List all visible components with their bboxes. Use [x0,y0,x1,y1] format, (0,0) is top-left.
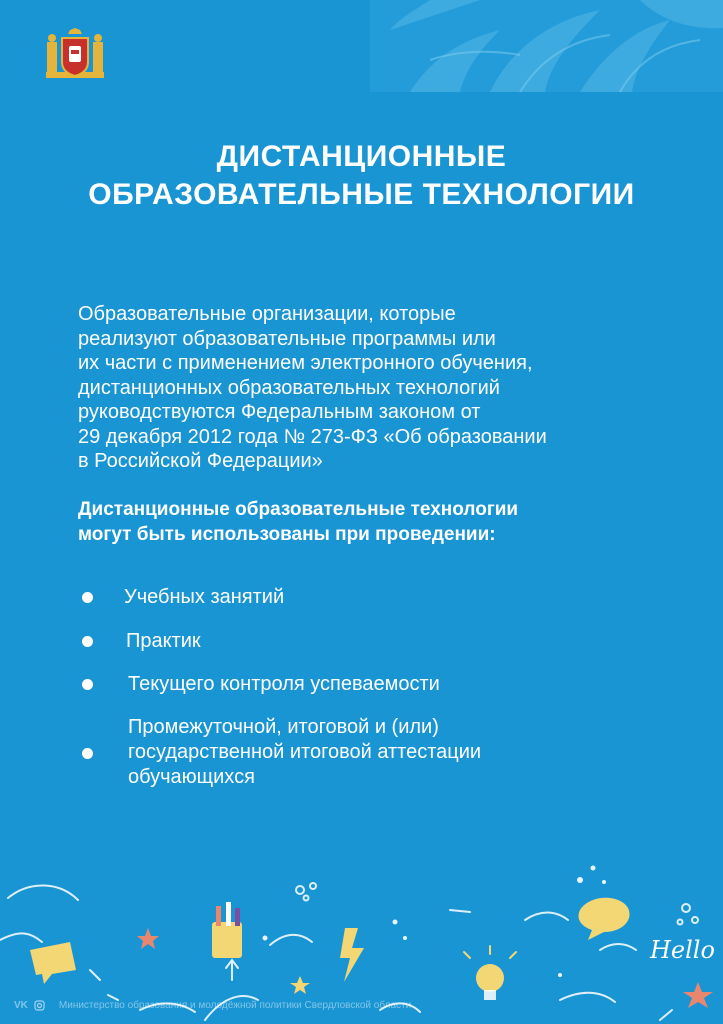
intro-line: 29 декабря 2012 года № 273-ФЗ «Об образовании [78,425,547,448]
bullet-dot [82,592,93,603]
intro-line: реализуют образовательные программы или [78,327,496,350]
footer-ministry-text: Министерство образования и молодёжной политики Свердловской области [58,999,412,1011]
intro-line: руководствуются Федеральным законом от [78,401,481,423]
list-item: Текущего контроля успеваемости [128,673,440,695]
page-title [0,138,723,214]
coat-of-arms-icon [44,28,106,80]
list-item: обучающихся [128,766,255,788]
lead-line: могут быть использованы при проведении: [78,524,496,545]
hello-doodle [650,936,715,964]
intro-line: их части с применением электронного обучения, [78,352,533,374]
hello-text: Hello [650,936,715,964]
intro-paragraph [78,302,658,474]
title-line-1: ДИСТАНЦИОННЫЕ [216,140,507,173]
vk-icon[interactable]: VK [14,999,28,1011]
intro-line: Образовательные организации, которые [78,303,456,325]
intro-line: дистанционных образовательных технологий [78,376,500,399]
list-item: государственной итоговой аттестации [128,741,482,763]
bullet-dot [82,636,93,647]
intro-line: в Российской Федерации» [78,450,323,472]
bullet-dot [82,679,93,690]
bullet-dot [82,748,93,759]
lead-heading [78,497,678,547]
foliage-decoration [370,0,723,92]
title-line-2: ОБРАЗОВАТЕЛЬНЫЕ ТЕХНОЛОГИИ [88,178,635,211]
footer [14,997,411,1013]
list-item: Промежуточной, итоговой и (или) [128,716,439,738]
instagram-icon[interactable] [34,1000,45,1011]
list-item: Практик [126,630,201,652]
list-item: Учебных занятий [124,586,285,608]
lead-line: Дистанционные образовательные технологии [78,499,519,520]
